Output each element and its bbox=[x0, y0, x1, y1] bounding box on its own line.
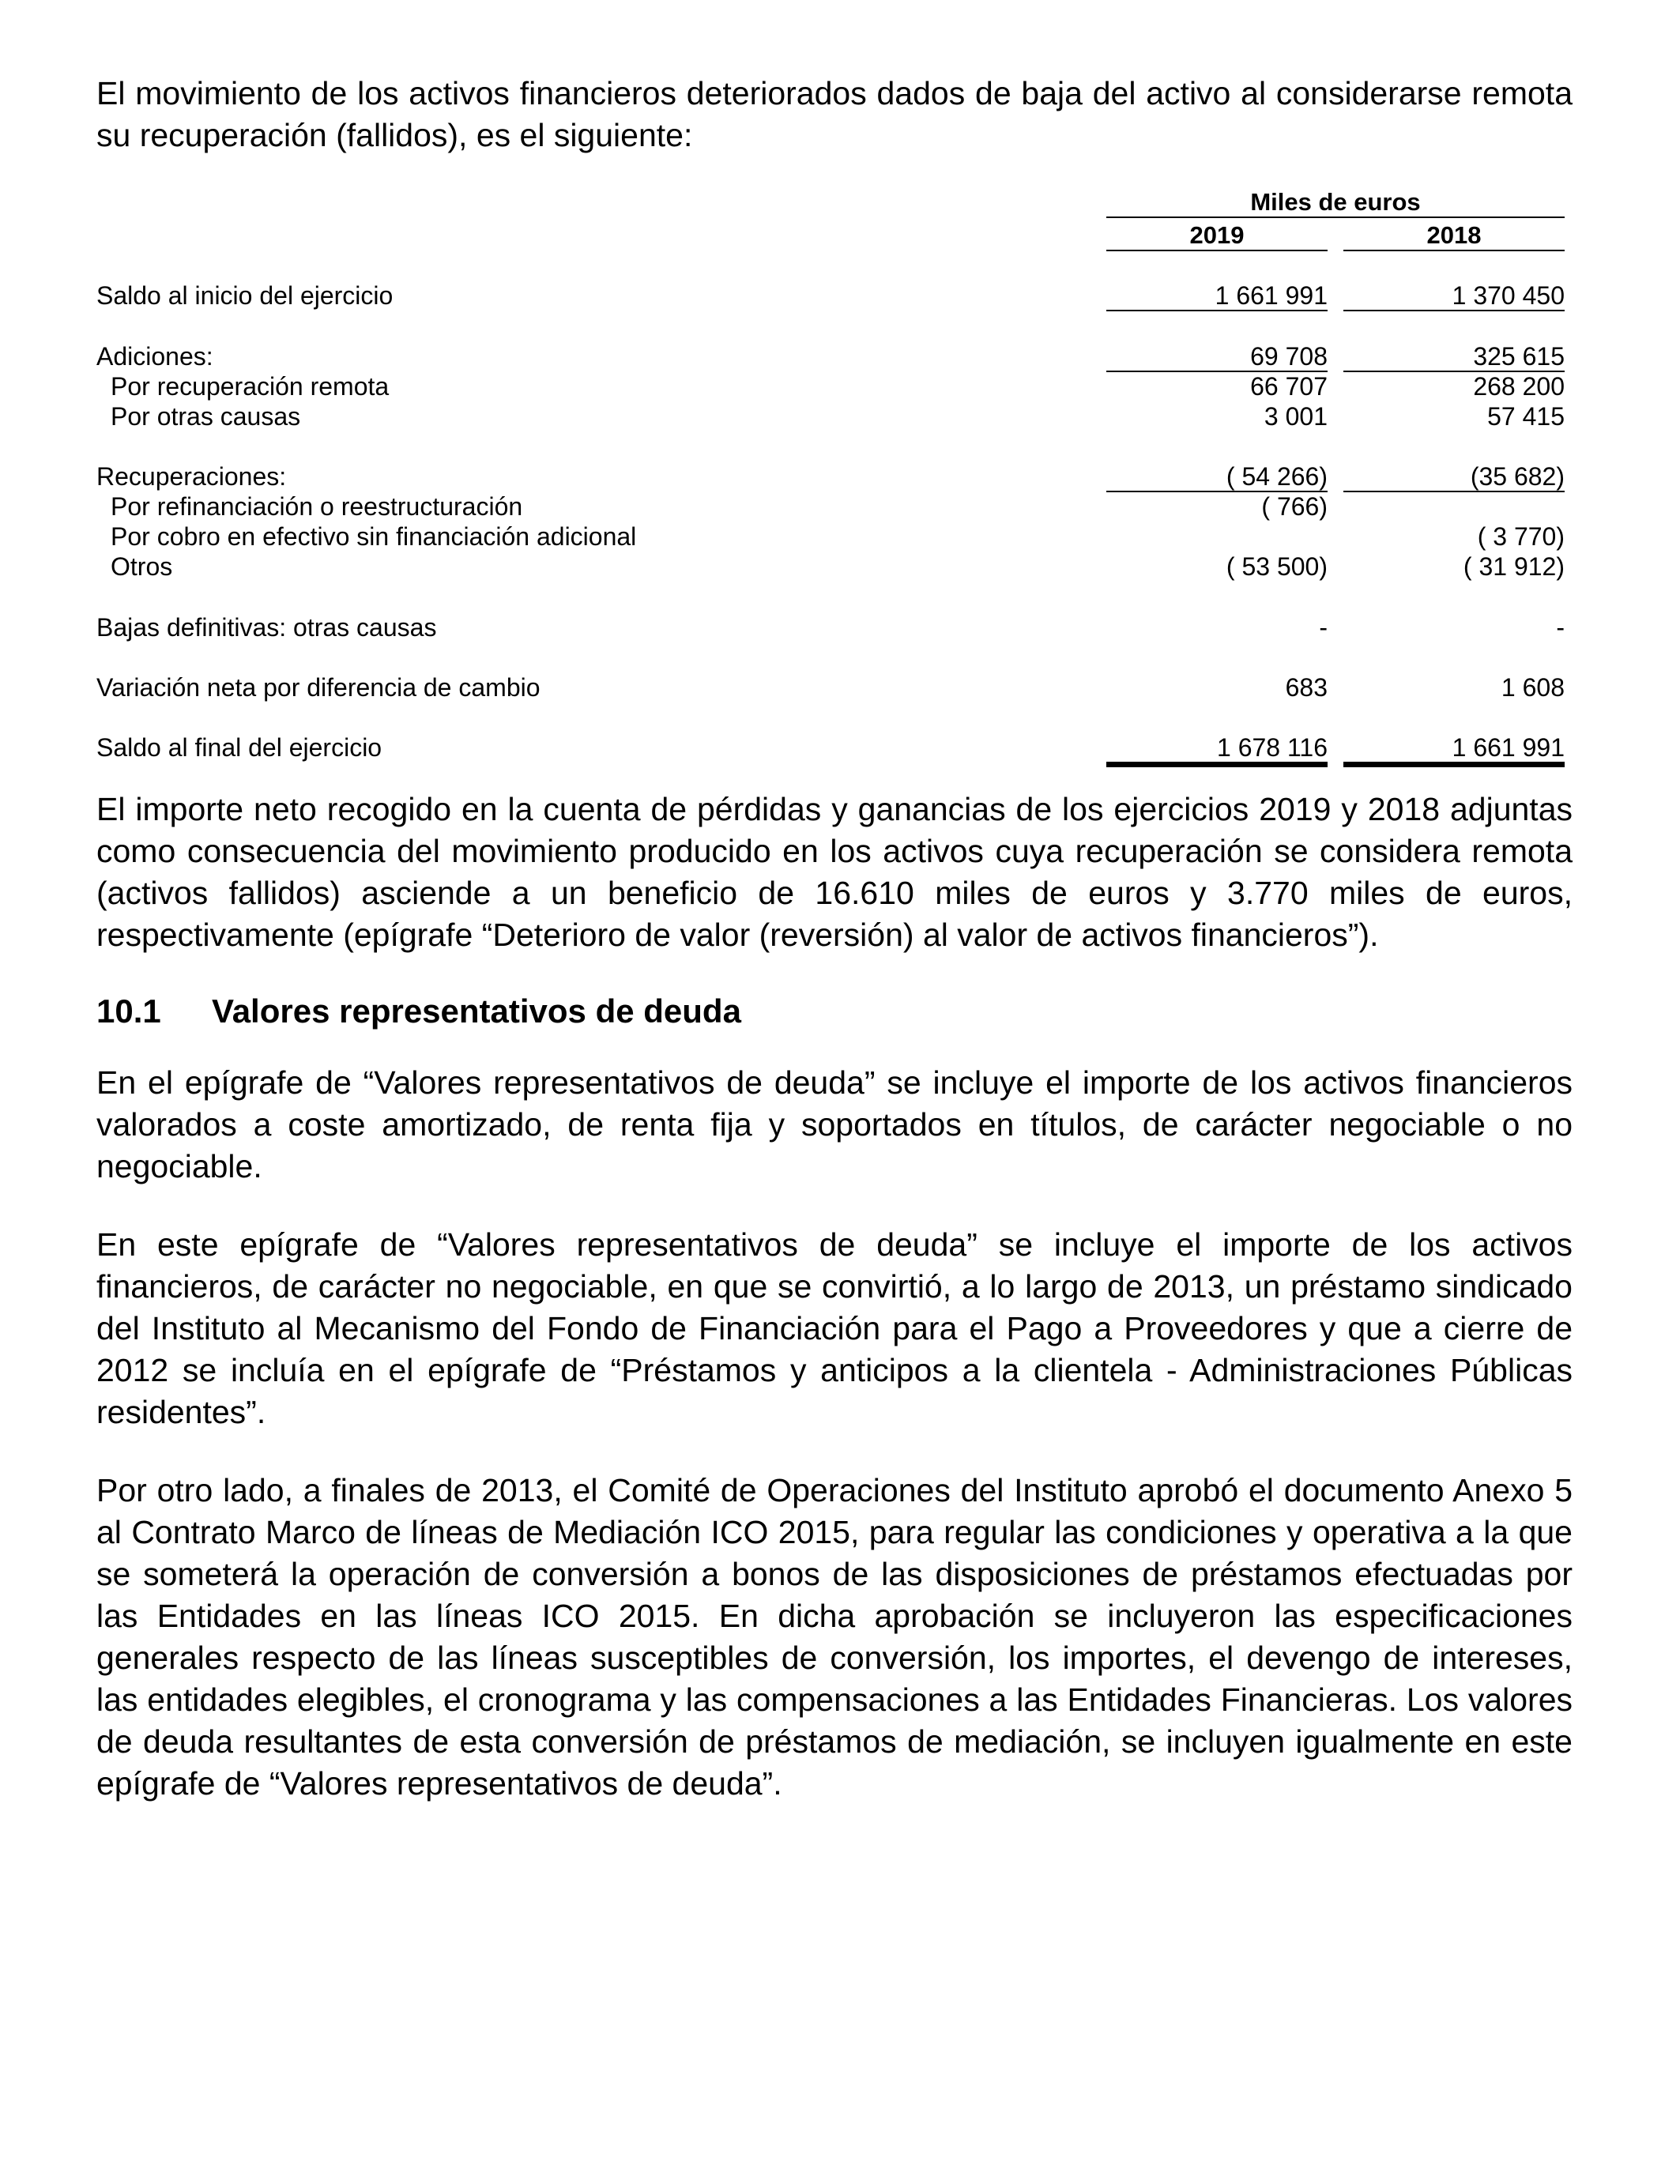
value-2019: 66 707 bbox=[1250, 372, 1328, 401]
table-row bbox=[96, 372, 1573, 401]
value-2019: ( 766) bbox=[1261, 492, 1328, 521]
column-header-2019: 2019 bbox=[1106, 221, 1328, 251]
value-2019: ( 53 500) bbox=[1226, 552, 1328, 581]
value-2018: 268 200 bbox=[1473, 372, 1565, 401]
body-paragraph: En el epígrafe de “Valores representativos de deuda” se incluye el importe de los activos financieros valorados a coste amortizado, de renta fija y soportados en títulos, de carácter negociable o no negociable. bbox=[96, 1064, 1573, 1184]
value-2018: 1 370 450 bbox=[1343, 281, 1565, 311]
document-page bbox=[96, 73, 1573, 1805]
intro-paragraph: El movimiento de los activos financieros deteriorados dados de baja del activo al considerarse remota su recuperación (fallidos), es el siguiente: bbox=[96, 75, 1573, 153]
value-2018: 325 615 bbox=[1343, 342, 1565, 372]
value-2018: 57 415 bbox=[1487, 402, 1565, 431]
value-2018: 1 661 991 bbox=[1343, 733, 1565, 767]
column-header-2018: 2018 bbox=[1343, 221, 1565, 251]
value-2019: 683 bbox=[1285, 673, 1328, 702]
table-row bbox=[96, 462, 1573, 491]
section-heading bbox=[96, 989, 1573, 1034]
value-2018: - bbox=[1556, 613, 1565, 642]
section-number: 10.1 bbox=[96, 992, 161, 1030]
section-title: Valores representativos de deuda bbox=[212, 992, 741, 1030]
row-label: Por recuperación remota bbox=[111, 372, 390, 401]
table-row bbox=[96, 402, 1573, 431]
table-row bbox=[96, 673, 1573, 702]
table-row bbox=[96, 613, 1573, 642]
value-2018: 1 608 bbox=[1501, 673, 1565, 702]
value-2019: 3 001 bbox=[1264, 402, 1328, 431]
value-2019: 69 708 bbox=[1106, 342, 1328, 372]
value-2018: ( 3 770) bbox=[1477, 522, 1565, 551]
table-row bbox=[96, 552, 1573, 581]
body-paragraph: Por otro lado, a finales de 2013, el Comité de Operaciones del Instituto aprobó el documento Anexo 5 al Contrato Marco de líneas de Mediación ICO 2015, para regular las condiciones y operativa a la que se someterá la operación de conversión a bonos de las disposiciones de préstamos efectuadas por las Entidades en las líneas ICO 2015. En dicha aprobación se incluyeron las especificaciones generales respecto de las líneas susceptibles de conversión, los importes, el devengo de intereses, las entidades elegibles, el cronograma y las compensaciones a las Entidades Financieras. Los valores de deuda resultantes de esta conversión de préstamos de mediación, se incluyen igualmente en este epígrafe de “Valores representativos de deuda”. bbox=[96, 1472, 1573, 1802]
value-2019: ( 54 266) bbox=[1106, 462, 1328, 492]
result-paragraph: El importe neto recogido en la cuenta de pérdidas y ganancias de los ejercicios 2019 y 2018 adjuntas como consecuencia del movimiento producido en los activos cuya recuperación se considera remota (activos fallidos) asciende a un beneficio de 16.610 miles de euros y 3.770 miles de euros, respectivamente (epígrafe “Deterioro de valor (reversión) al valor de activos financieros”). bbox=[96, 791, 1573, 953]
table-row bbox=[96, 281, 1573, 310]
row-label: Otros bbox=[111, 552, 173, 581]
body-paragraph: En este epígrafe de “Valores representativos de deuda” se incluye el importe de los activos financieros, de carácter no negociable, en que se convirtió, a lo largo de 2013, un préstamo sindicado del Instituto al Mecanismo del Fondo de Financiación para el Pago a Proveedores y que a cierre de 2012 se incluía en el epígrafe de “Préstamos y anticipos a la clientela - Administraciones Públicas residentes”. bbox=[96, 1226, 1573, 1430]
row-label: Bajas definitivas: otras causas bbox=[96, 613, 437, 642]
table-row bbox=[96, 492, 1573, 521]
table-units-header: Miles de euros bbox=[1106, 188, 1565, 218]
row-label: Variación neta por diferencia de cambio bbox=[96, 673, 541, 702]
value-2018: (35 682) bbox=[1343, 462, 1565, 492]
value-2019: - bbox=[1319, 613, 1328, 642]
row-label: Adiciones: bbox=[96, 342, 213, 371]
value-2018: ( 31 912) bbox=[1463, 552, 1565, 581]
row-label: Saldo al inicio del ejercicio bbox=[96, 281, 394, 310]
table-row bbox=[96, 733, 1573, 762]
value-2019: 1 678 116 bbox=[1106, 733, 1328, 767]
table-row bbox=[96, 522, 1573, 551]
row-label: Recuperaciones: bbox=[96, 462, 287, 491]
table-row bbox=[96, 342, 1573, 371]
row-label: Por cobro en efectivo sin financiación adicional bbox=[111, 522, 637, 551]
value-2019: 1 661 991 bbox=[1106, 281, 1328, 311]
fallidos-movement-table bbox=[96, 188, 1573, 789]
row-label: Por refinanciación o reestructuración bbox=[111, 492, 523, 521]
row-label: Saldo al final del ejercicio bbox=[96, 733, 382, 762]
row-label: Por otras causas bbox=[111, 402, 301, 431]
